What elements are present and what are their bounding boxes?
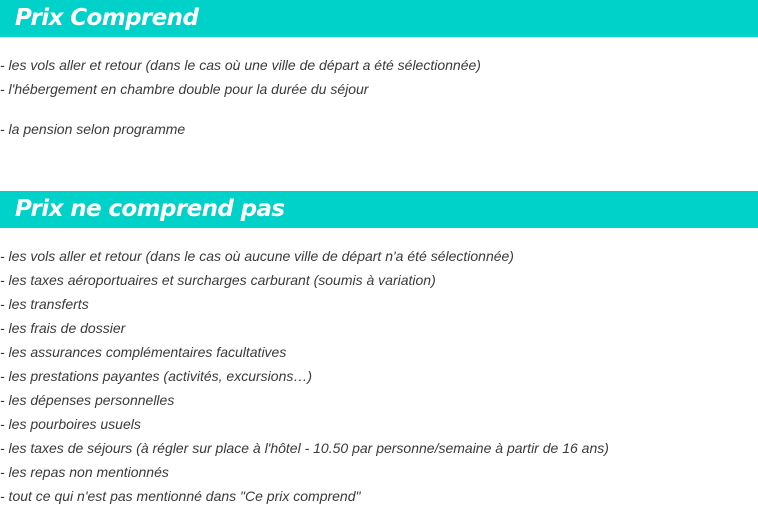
list-item: - les dépenses personnelles [0,392,175,408]
excluded-header [0,191,758,228]
list-item: - les transferts [0,296,89,312]
list-item: - tout ce qui n'est pas mentionné dans "Ce prix comprend" [0,488,361,504]
list-item: - les assurances complémentaires facultatives [0,344,287,360]
list-item: - la pension selon programme [0,121,186,137]
list-item: - l'hébergement en chambre double pour la durée du séjour [0,81,369,97]
list-item: - les repas non mentionnés [0,464,169,480]
excluded-list [0,244,609,508]
excluded-title: Prix ne comprend pas [15,196,285,222]
list-item: - les frais de dossier [0,320,126,336]
list-item: - les taxes de séjours (à régler sur place à l'hôtel - 10.50 par personne/semaine à partir de 16 ans) [0,440,609,456]
list-item: - les pourboires usuels [0,416,141,432]
list-item: - les taxes aéroportuaires et surcharges carburant (soumis à variation) [0,272,436,288]
list-item: - les vols aller et retour (dans le cas où aucune ville de départ n'a été sélectionnée) [0,248,514,264]
included-header [0,0,758,37]
list-item: - les vols aller et retour (dans le cas où une ville de départ a été sélectionnée) [0,57,481,73]
included-title: Prix Comprend [15,5,199,31]
included-list [0,53,481,141]
list-item: - les prestations payantes (activités, excursions…) [0,368,313,384]
